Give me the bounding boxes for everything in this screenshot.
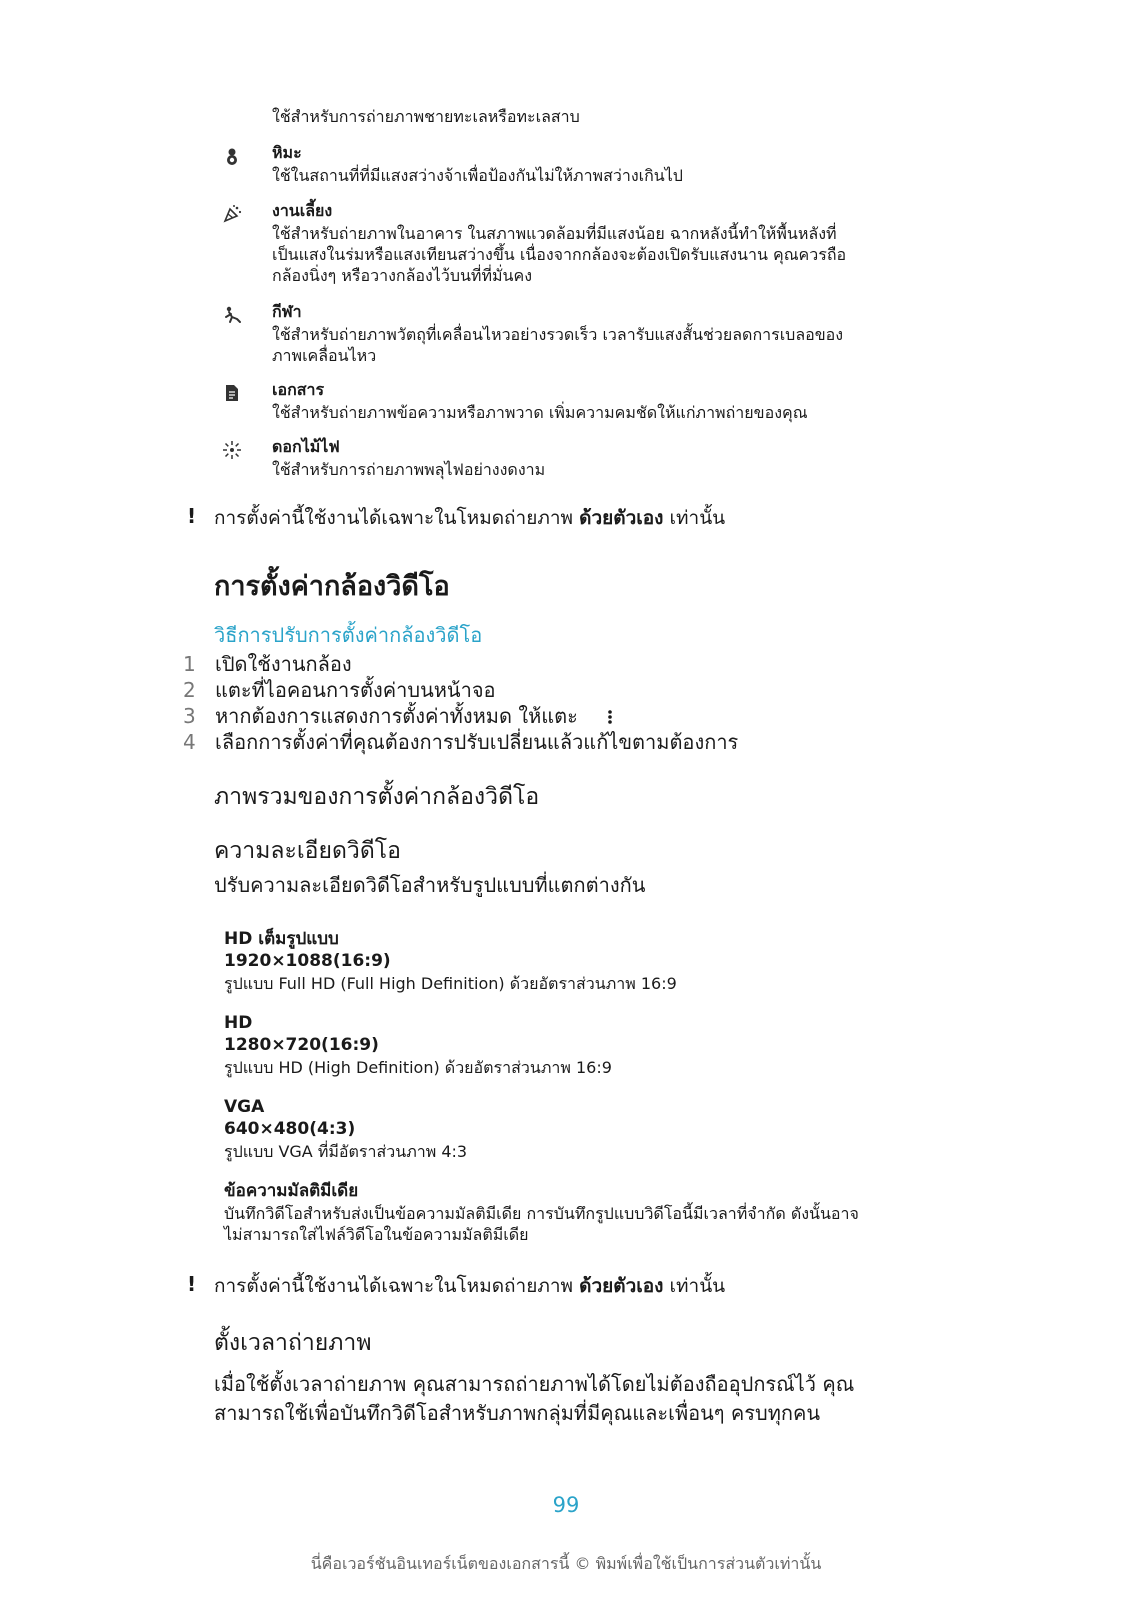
note-manual-mode	[214, 1274, 725, 1298]
resolution-name: HD	[224, 1013, 253, 1033]
resolution-name: HD เต็มรูปแบบ	[224, 929, 339, 949]
note-manual-mode	[214, 506, 725, 530]
scene-title-fireworks: ดอกไม้ไฟ	[272, 437, 340, 456]
step-number: 4	[183, 730, 196, 754]
note-text-end: เท่านั้น	[663, 1275, 726, 1297]
resolution-desc: รูปแบบ VGA ที่มีอัตราส่วนภาพ 4:3	[224, 1142, 468, 1161]
resolution-desc: รูปแบบ HD (High Definition) ด้วยอัตราส่วนภาพ 16:9	[224, 1058, 612, 1077]
scene-desc-fireworks: ใช้สำหรับการถ่ายภาพพลุไฟอย่างงดงาม	[272, 460, 546, 479]
timer-body-1: เมื่อใช้ตั้งเวลาถ่ายภาพ คุณสามารถถ่ายภาพได้โดยไม่ต้องถืออุปกรณ์ไว้ คุณ	[214, 1372, 855, 1396]
scene-desc-party-2: เป็นแสงในร่มหรือแสงเทียนสว่างขึ้น เนื่องจากกล้องจะต้องเปิดรับแสงนาน คุณควรถือ	[272, 245, 847, 264]
step-text: หากต้องการแสดงการตั้งค่าทั้งหมด ให้แตะ	[215, 704, 578, 728]
scene-desc-party-3: กล้องนิ่งๆ หรือวางกล้องไว้บนที่ที่มั่นคง	[272, 266, 533, 285]
scene-desc-sports-2: ภาพเคลื่อนไหว	[272, 346, 377, 365]
note-text: การตั้งค่านี้ใช้งานได้เฉพาะในโหมดถ่ายภาพ	[214, 507, 580, 529]
snowman-icon	[222, 146, 242, 166]
resolution-title: ความละเอียดวิดีโอ	[214, 838, 401, 864]
scene-title-sports: กีฬา	[272, 302, 302, 321]
warning-icon: !	[187, 1272, 197, 1296]
step-number: 2	[183, 678, 196, 702]
resolution-desc: รูปแบบ Full HD (Full High Definition) ด้วยอัตราส่วนภาพ 16:9	[224, 974, 677, 993]
resolution-size: 1280×720(16:9)	[224, 1035, 379, 1055]
more-options-icon	[607, 709, 613, 725]
resolution-name: VGA	[224, 1097, 265, 1117]
resolution-desc: บันทึกวิดีโอสำหรับส่งเป็นข้อความมัลติมีเดีย การบันทึกรูปแบบวิดีโอนี้มีเวลาที่จำกัด ดังนั้นอาจ	[224, 1204, 859, 1223]
timer-title: ตั้งเวลาถ่ายภาพ	[214, 1330, 372, 1356]
scene-desc-snow: ใช้ในสถานที่ที่มีแสงสว่างจ้าเพื่อป้องกันไม่ให้ภาพสว่างเกินไป	[272, 166, 683, 185]
step-number: 1	[183, 652, 196, 676]
howto-title: วิธีการปรับการตั้งค่ากล้องวิดีโอ	[214, 623, 483, 647]
scene-desc-party-1: ใช้สำหรับถ่ายภาพในอาคาร ในสภาพแวดล้อมที่มีแสงน้อย ฉากหลังนี้ทำให้พื้นหลังที่	[272, 224, 837, 243]
resolution-size: 640×480(4:3)	[224, 1119, 356, 1139]
step-text: เลือกการตั้งค่าที่คุณต้องการปรับเปลี่ยนแล้วแก้ไขตามต้องการ	[215, 730, 739, 754]
sports-icon	[222, 305, 242, 325]
intro-line: ใช้สำหรับการถ่ายภาพชายทะเลหรือทะเลสาบ	[272, 107, 580, 126]
timer-body-2: สามารถใช้เพื่อบันทึกวิดีโอสำหรับภาพกลุ่มที่มีคุณและเพื่อนๆ ครบทุกคน	[214, 1401, 821, 1425]
note-bold: ด้วยตัวเอง	[579, 1275, 664, 1297]
scene-desc-sports-1: ใช้สำหรับถ่ายภาพวัตถุที่เคลื่อนไหวอย่างรวดเร็ว เวลารับแสงสั้นช่วยลดการเบลอของ	[272, 325, 844, 344]
scene-title-document: เอกสาร	[272, 380, 325, 399]
scene-title-snow: หิมะ	[272, 143, 302, 162]
page-number: 99	[552, 1493, 580, 1517]
resolution-intro: ปรับความละเอียดวิดีโอสำหรับรูปแบบที่แตกต่างกัน	[214, 873, 646, 897]
step-text: เปิดใช้งานกล้อง	[215, 652, 352, 676]
section-title: การตั้งค่ากล้องวิดีโอ	[214, 571, 450, 602]
warning-icon: !	[187, 504, 197, 528]
fireworks-icon	[222, 440, 242, 460]
scene-title-party: งานเลี้ยง	[272, 201, 333, 220]
footer-note: นี่คือเวอร์ชันอินเทอร์เน็ตของเอกสารนี้ © พิมพ์เพื่อใช้เป็นการส่วนตัวเท่านั้น	[310, 1554, 822, 1573]
note-bold: ด้วยตัวเอง	[579, 507, 664, 529]
note-text-end: เท่านั้น	[663, 507, 726, 529]
step-text: แตะที่ไอคอนการตั้งค่าบนหน้าจอ	[215, 678, 496, 702]
party-icon	[222, 204, 242, 224]
note-text: การตั้งค่านี้ใช้งานได้เฉพาะในโหมดถ่ายภาพ	[214, 1275, 580, 1297]
overview-title: ภาพรวมของการตั้งค่ากล้องวิดีโอ	[214, 784, 540, 810]
step-number: 3	[183, 704, 196, 728]
scene-desc-document: ใช้สำหรับถ่ายภาพข้อความหรือภาพวาด เพิ่มความคมชัดให้แก่ภาพถ่ายของคุณ	[272, 403, 808, 422]
document-icon	[222, 383, 242, 403]
resolution-name: ข้อความมัลติมีเดีย	[224, 1181, 359, 1201]
resolution-size: 1920×1088(16:9)	[224, 951, 391, 971]
resolution-desc: ไม่สามารถใส่ไฟล์วิดีโอในข้อความมัลติมีเดีย	[224, 1225, 529, 1244]
